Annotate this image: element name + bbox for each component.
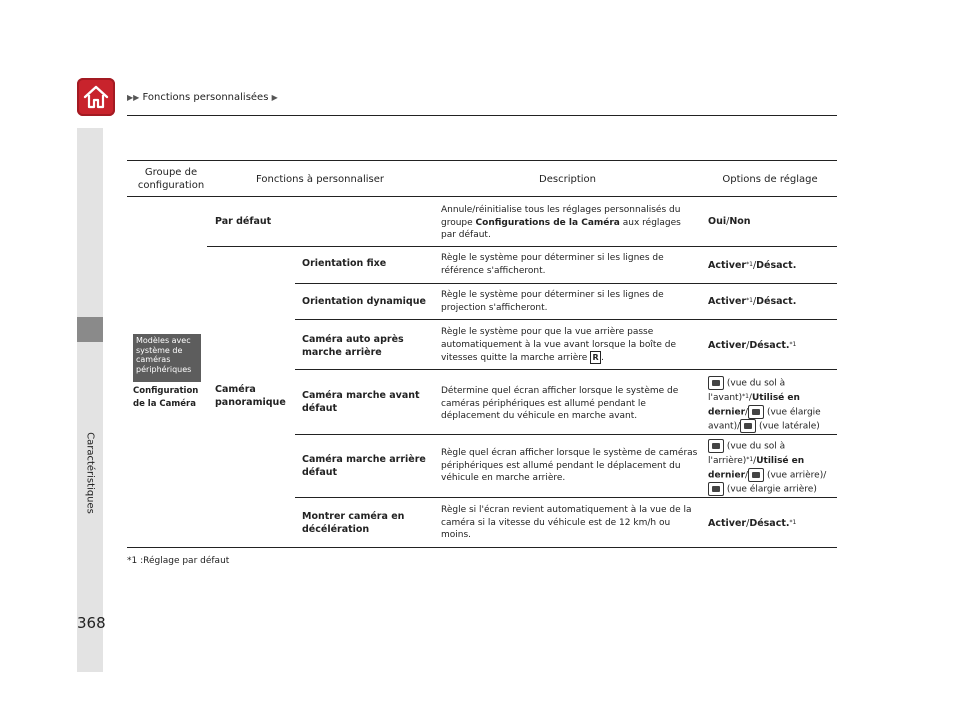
row-name: Orientation fixe [302, 258, 387, 269]
row-divider [207, 246, 837, 247]
rear-ground-view-icon [708, 439, 724, 453]
row-options: Oui/Non [708, 216, 751, 227]
row-options: Activer$^{*1}$/Désact. [708, 260, 797, 271]
row-description: Règle le système pour déterminer si les lignes de projection s'afficheront. [441, 290, 664, 313]
row-divider [295, 319, 837, 320]
option-value: Oui [708, 216, 727, 227]
option-value: Non [729, 216, 751, 227]
row-description: Règle le système pour que la vue arrière passe automatiquement à la vue avant lorsque la boîte de vitesses quitte la marche arrière R . [441, 327, 677, 363]
row-name: Caméra marche arrière défaut [302, 454, 426, 478]
header-divider [127, 115, 837, 116]
group-label: Configuration de la Caméra [133, 386, 199, 409]
table-header-border [127, 196, 837, 197]
row-name: Caméra auto après marche arrière [302, 334, 404, 358]
row-divider [295, 497, 837, 498]
row-options: Activer/Désact.$^{*1}$ [708, 518, 797, 529]
home-button[interactable] [77, 78, 115, 116]
row-description: Règle le système pour déterminer si les lignes de référence s'afficheront. [441, 253, 664, 276]
row-options: (vue du sol à l'arrière)$^{*1}$/Utilisé en dernier/ (vue arrière)/ (vue élargie arrière) [708, 439, 836, 497]
row-options: Activer$^{*1}$/Désact. [708, 296, 797, 307]
breadcrumb-arrow-icon: ▶▶ [127, 93, 140, 102]
sidebar-section-marker [77, 317, 103, 342]
row-divider [295, 434, 837, 435]
row-name: Par défaut [215, 216, 272, 227]
header-functions: Fonctions à personnaliser [256, 174, 384, 185]
row-options: Activer/Désact.$^{*1}$ [708, 340, 797, 351]
row-name: Montrer caméra en décélération [302, 511, 405, 535]
row-description: Détermine quel écran afficher lorsque le système de caméras périphériques est allumé pendant le déplacement du véhicule en marche avant. [441, 386, 679, 421]
home-icon [82, 83, 110, 111]
page-number: 368 [77, 614, 106, 632]
front-ground-view-icon [708, 376, 724, 390]
breadcrumb-link[interactable]: Fonctions personnalisées [142, 92, 269, 103]
side-view-icon [740, 419, 756, 433]
row-name: Caméra marche avant défaut [302, 390, 420, 414]
row-divider [295, 369, 837, 370]
row-description: Règle quel écran afficher lorsque le système de caméras périphériques est allumé pendant le déplacement du véhicule en marche arrière. [441, 448, 698, 483]
model-badge: Modèles avec système de caméras périphériques [133, 334, 201, 382]
row-name: Orientation dynamique [302, 296, 426, 307]
header-description: Description [539, 174, 596, 185]
table-top-border [127, 160, 837, 161]
rear-wide-view-icon [708, 482, 724, 496]
rear-view-icon [748, 468, 764, 482]
subgroup-label: Caméra panoramique [215, 384, 286, 408]
header-group: Groupe de configuration [137, 167, 205, 191]
breadcrumb[interactable] [127, 92, 278, 103]
table-bottom-border [127, 547, 837, 548]
row-description: Annule/réinitialise tous les réglages personnalisés du groupe Configurations de la Caméra aux réglages par défaut. [441, 205, 681, 240]
row-divider [295, 283, 837, 284]
row-description: Règle si l'écran revient automatiquement à la vue de la caméra si la vitesse du véhicule est de 12 km/h ou moins. [441, 505, 692, 540]
front-wide-view-icon [748, 405, 764, 419]
reverse-gear-icon: R [590, 351, 601, 364]
breadcrumb-arrow-icon: ▶ [271, 93, 278, 102]
footnote: *1 :Réglage par défaut [127, 556, 230, 566]
sidebar [77, 128, 103, 672]
sidebar-section-label: Caractéristiques [84, 432, 96, 514]
header-options: Options de réglage [722, 174, 818, 185]
row-options: (vue du sol à l'avant)$^{*1}$/Utilisé en dernier/ (vue élargie avant)/ (vue latérale) [708, 376, 836, 434]
